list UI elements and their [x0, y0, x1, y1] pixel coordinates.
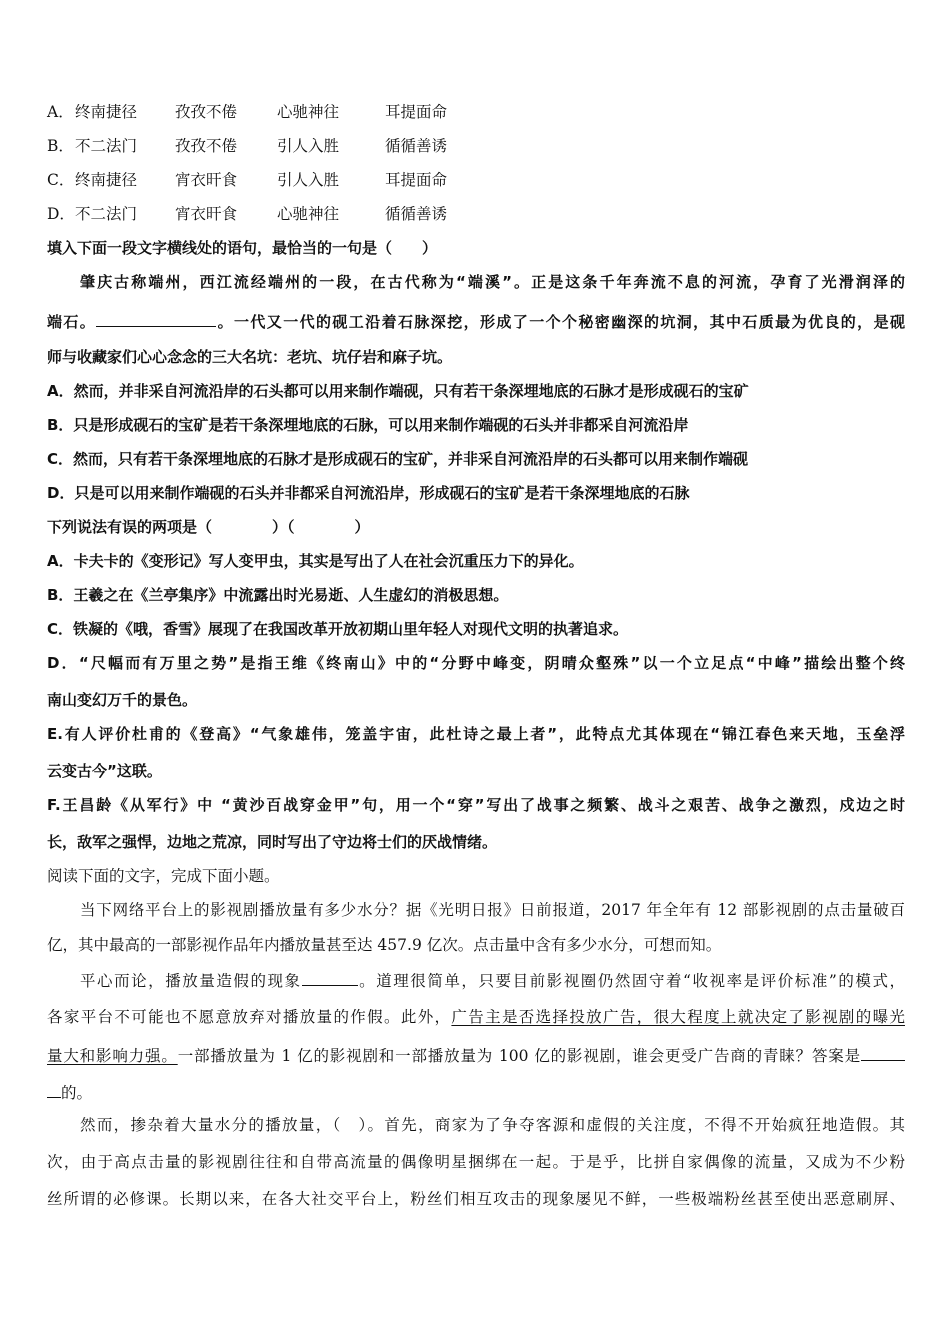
reading-answer-blank — [861, 1044, 905, 1061]
choice-word: 孜孜不倦 — [175, 137, 238, 155]
reading-paragraph-line: 丝所谓的必修课。长期以来，在各大社交平台上，粉丝们相互攻击的现象屡见不鲜，一些极端粉丝甚至使出恶意刷屏、 — [47, 1190, 905, 1208]
reading-paragraph-line: 亿，其中最高的一部影视作品年内播放量甚至达 457.9 亿次。点击量中含有多少水分，可想而知。 — [47, 936, 722, 954]
q2-passage-text: 端石。 — [47, 313, 97, 331]
choice-word: 心驰神往 — [277, 205, 340, 223]
reading-answer-blank — [302, 969, 358, 986]
reading-text: 的。 — [61, 1084, 93, 1102]
q2-option-c: C．然而，只有若干条深埋地底的石脉才是形成砚石的宝矿，并非采自河流沿岸的石头都可以用来制作端砚 — [47, 450, 749, 468]
choice-word: 不二法门 — [75, 137, 138, 155]
reading-paragraph-line — [47, 1081, 92, 1103]
choice-word: 耳提面命 — [385, 103, 448, 121]
reading-paragraph-line: 当下网络平台上的影视剧播放量有多少水分？据《光明日报》日前报道，2017 年全年有 12 部影视剧的点击量破百 — [80, 901, 905, 919]
reading-paragraph-line: 次，由于高点击量的影视剧往往和自带高流量的偶像明星捆绑在一起。于是乎，比拼自家偶像的流量，又成为不少粉 — [47, 1153, 905, 1171]
q3-option-d-line: 南山变幻万千的景色。 — [47, 691, 198, 709]
choice-row-c — [47, 170, 447, 190]
q3-option-d-line: D．“尺幅而有万里之势”是指王维《终南山》中的“分野中峰变，阴晴众壑殊”以一个立足点“中峰”描绘出整个终 — [47, 654, 905, 672]
reading-paragraph-line — [47, 1007, 905, 1027]
reading-intro: 阅读下面的文字，完成下面小题。 — [47, 867, 280, 885]
q2-passage-line — [47, 310, 905, 332]
choice-word: 循循善诱 — [385, 205, 448, 223]
q2-answer-blank — [96, 310, 216, 327]
choice-label: A． — [47, 103, 74, 121]
choice-word: 不二法门 — [75, 205, 138, 223]
choice-row-b — [47, 136, 447, 156]
q3-option-a: A．卡夫卡的《变形记》写人变甲虫，其实是写出了人在社会沉重压力下的异化。 — [47, 552, 584, 570]
choice-word: 引人入胜 — [277, 137, 340, 155]
reading-paragraph-line — [47, 1044, 905, 1066]
q3-option-c: C．铁凝的《哦，香雪》展现了在我国改革开放初期山里年轻人对现代文明的执著追求。 — [47, 620, 629, 638]
choice-word: 引人入胜 — [277, 171, 340, 189]
reading-text: 。道理很简单，只要目前影视圈仍然固守着“收视率是评价标准”的模式， — [357, 972, 905, 990]
reading-text: 平心而论，播放量造假的现象 — [80, 972, 302, 990]
q3-option-b: B．王羲之在《兰亭集序》中流露出时光易逝、人生虚幻的消极思想。 — [47, 586, 509, 604]
q2-option-b: B．只是形成砚石的宝矿是若干条深埋地底的石脉，可以用来制作端砚的石头并非都采自河流沿岸 — [47, 416, 689, 434]
reading-text: 各家平台不可能也不愿意放弃对播放量的作假。此外， — [47, 1008, 452, 1026]
choice-word: 循循善诱 — [385, 137, 448, 155]
choice-row-a — [47, 102, 447, 122]
choice-label: D． — [47, 205, 75, 223]
reading-answer-blank — [47, 1081, 61, 1098]
choice-word: 耳提面命 — [385, 171, 448, 189]
underlined-sentence: 量大和影响力强。 — [47, 1047, 178, 1065]
choice-label: B． — [47, 137, 74, 155]
q3-option-e-line: E.有人评价杜甫的《登高》“气象雄伟，笼盖宇宙，此杜诗之最上者”，此特点尤其体现在“锦江春色来天地，玉垒浮 — [47, 725, 905, 743]
q3-option-f-line: 长，敌军之强悍，边地之荒凉，同时写出了守边将士们的厌战情绪。 — [47, 833, 498, 851]
q2-stem: 填入下面一段文字横线处的语句，最恰当的一句是（ ） — [47, 239, 438, 257]
q3-stem: 下列说法有误的两项是（ ）（ ） — [47, 518, 370, 536]
q3-option-f-line: F.王昌龄《从军行》中 “黄沙百战穿金甲”句，用一个“穿”写出了战事之频繁、战斗之艰苦、战争之激烈，戍边之时 — [47, 796, 905, 814]
choice-word: 宵衣旰食 — [175, 171, 238, 189]
choice-word: 心驰神往 — [277, 103, 340, 121]
reading-paragraph-line: 然而，掺杂着大量水分的播放量，（ ）。首先，商家为了争夺客源和虚假的关注度，不得不开始疯狂地造假。其 — [80, 1116, 905, 1134]
q2-passage-text: 。一代又一代的砚工沿着石脉深挖，形成了一个个秘密幽深的坑洞，其中石质最为优良的，是砚 — [216, 313, 905, 331]
q3-option-e-line: 云变古今”这联。 — [47, 762, 162, 780]
choice-word: 宵衣旰食 — [175, 205, 238, 223]
q2-passage-line: 师与收藏家们心心念念的三大名坑：老坑、坑仔岩和麻子坑。 — [47, 348, 453, 366]
q2-option-d: D．只是可以用来制作端砚的石头并非都采自河流沿岸，形成砚石的宝矿是若干条深埋地底的石脉 — [47, 484, 690, 502]
choice-label: C． — [47, 171, 75, 189]
underlined-sentence: 广告主是否选择投放广告，很大程度上就决定了影视剧的曝光 — [451, 1008, 905, 1026]
q2-passage-line: 肇庆古称端州，西江流经端州的一段，在古代称为“端溪”。正是这条千年奔流不息的河流，孕育了光滑润泽的 — [80, 273, 905, 291]
reading-text: 一部播放量为 1 亿的影视剧和一部播放量为 100 亿的影视剧，谁会更受广告商的青睐？答案是 — [177, 1047, 861, 1065]
choice-word: 终南捷径 — [75, 171, 138, 189]
choice-row-d — [47, 204, 447, 224]
choice-word: 终南捷径 — [75, 103, 138, 121]
choice-word: 孜孜不倦 — [175, 103, 238, 121]
reading-paragraph-line — [80, 969, 905, 991]
q2-option-a: A．然而，并非采自河流沿岸的石头都可以用来制作端砚，只有若干条深埋地底的石脉才是形成砚石的宝矿 — [47, 382, 749, 400]
